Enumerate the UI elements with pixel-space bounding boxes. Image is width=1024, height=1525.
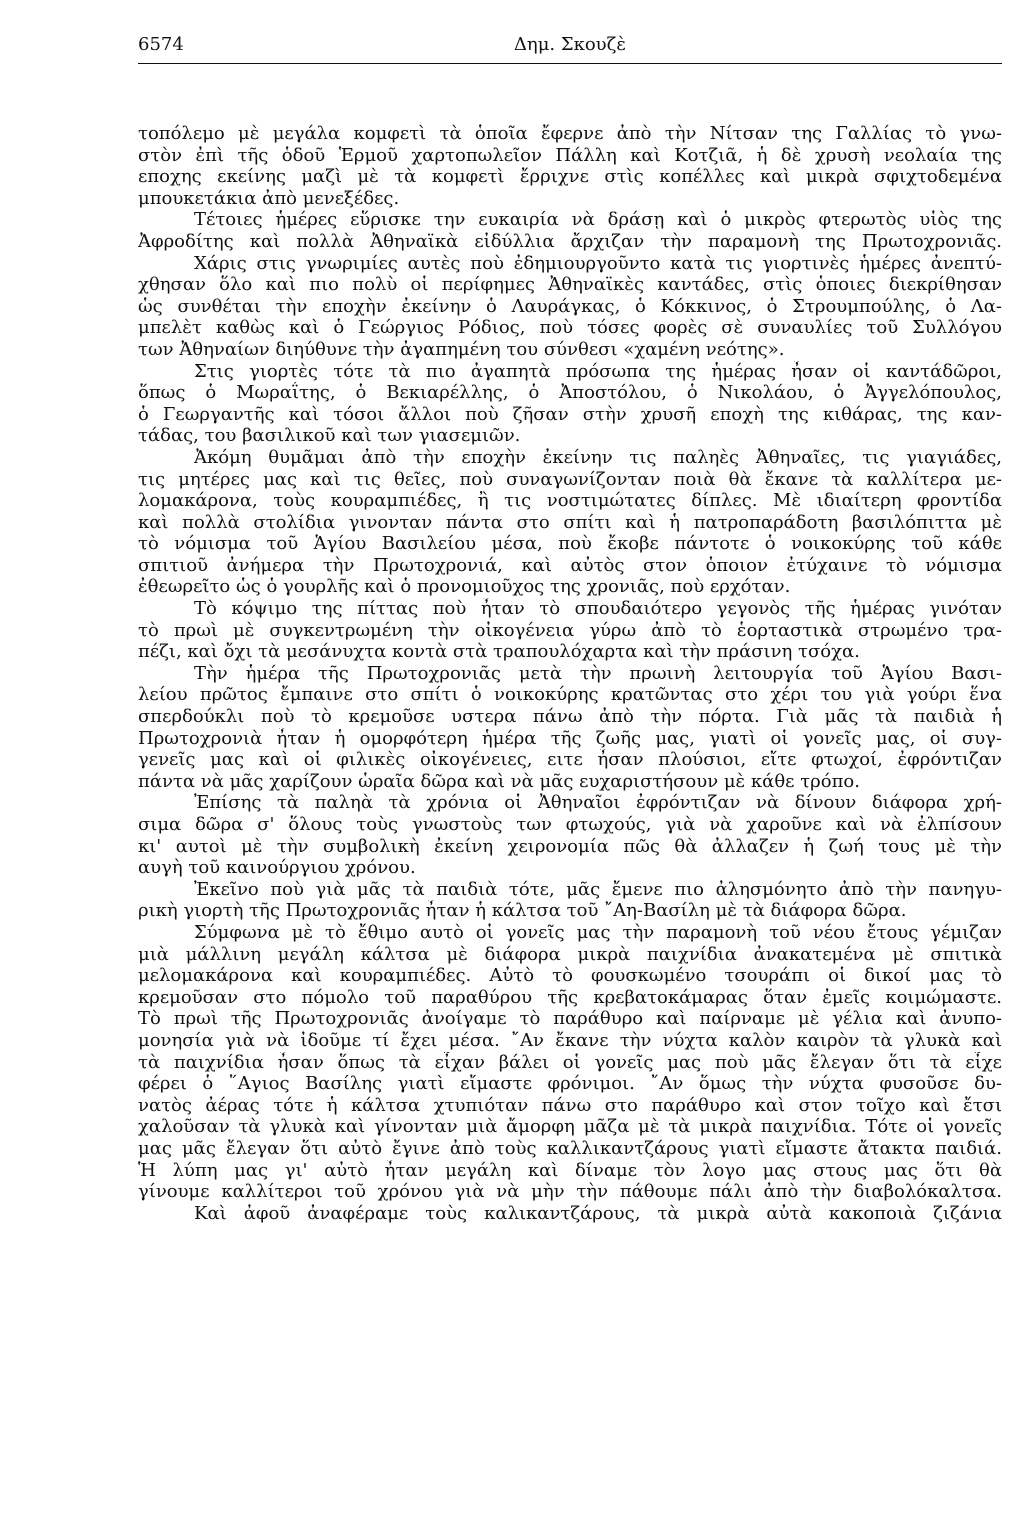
text-line: αυγὴ τοῦ καινούργιου χρόνου.: [138, 857, 416, 879]
text-line: σιμα δῶρα σ' ὅλους τοὺς γνωστοὺς των φτωχούς, γιὰ νὰ χαροῦνε καὶ νὰ ἐλπίσουν: [138, 814, 1002, 835]
text-line: Σύμφωνα μὲ τὸ ἔθιμο αυτὸ οἱ γονεῖς μας τὴν παραμονὴ τοῦ νέου ἔτους γέμιζαν: [194, 921, 1002, 943]
text-line: Ἡ λύπη μας γι' αὐτὸ ἦταν μεγάλη καὶ δίναμε τὸν λογο μας στους μας ὅτι θὰ: [138, 1159, 1002, 1181]
text-line: Καὶ ἀφοῦ ἀναφέραμε τοὺς καλικαντζάρους, τὰ μικρὰ αὐτὰ κακοποιὰ ζιζάνια: [194, 1202, 1002, 1224]
text-line: ἐθεωρεῖτο ὡς ὁ γουρλῆς καὶ ὁ προνομιοῦχος της χρονιᾶς, ποὺ ερχόταν.: [138, 576, 791, 598]
text-line: των Ἀθηναίων διηύθυνε τὴν ἀγαπημένη του σύνθεσι «χαμένη νεότης».: [138, 338, 785, 360]
text-line: Πρωτοχρονιὰ ἦταν ἡ ομορφότερη ἡμέρα τῆς ζωῆς μας, γιατὶ οἱ γονεῖς μας, οἱ συγ-: [138, 727, 1002, 749]
text-line: λομακάρονα, τοὺς κουραμπιέδες, ἢ τις νοστιμώτατες δίπλες. Μὲ ιδιαίτερη φροντίδα: [138, 490, 1002, 512]
text-line: Ἀφροδίτης καὶ πολλὰ Ἀθηναϊκὰ εἰδύλλια ἄρχιζαν τὴν παραμονὴ της Πρωτοχρονιᾶς.: [138, 230, 1002, 252]
text-line: ὡς συνθέται τὴν εποχὴν ἐκείνην ὁ Λαυράγκας, ὁ Κόκκινος, ὁ Στρουμπούλης, ὁ Λα-: [138, 295, 1002, 317]
text-line: πάντα νὰ μᾶς χαρίζουν ὡραῖα δῶρα καὶ νὰ μᾶς ευχαριστήσουν μὲ κάθε τρόπο.: [138, 770, 860, 792]
text-line: σπερδούκλι ποὺ τὸ κρεμοῦσε υστερα πάνω ἀπὸ τὴν πόρτα. Γιὰ μᾶς τὰ παιδιὰ ἡ: [138, 706, 1002, 728]
text-line: ρικὴ γιορτὴ τῆς Πρωτοχρονιᾶς ἦταν ἡ κάλτσα τοῦ ῎Αη-Βασίλη μὲ τὰ διάφορα δῶρα.: [138, 900, 907, 922]
text-line: Στις γιορτὲς τότε τὰ πιο ἀγαπητὰ πρόσωπα της ἡμέρας ἦσαν οἱ καντάδῶροι,: [194, 360, 1002, 382]
text-line: ὁ Γεωργαντῆς καὶ τόσοι ἄλλοι ποὺ ζῆσαν στὴν χρυσῆ εποχὴ της κιθάρας, της καν-: [138, 403, 1002, 425]
text-line: Χάρις στις γνωριμίες αυτὲς ποὺ ἐδημιουργοῦντο κατὰ τις γιορτινὲς ἡμέρες ἀνεπτύ-: [194, 252, 1002, 274]
page-number: 6574: [138, 34, 184, 55]
text-line: καὶ πολλὰ στολίδια γινονταν πάντα στο σπίτι καὶ ἡ πατροπαράδοτη βασιλόπιττα μὲ: [138, 511, 1002, 533]
text-line: τάδας, του βασιλικοῦ καὶ των γιασεμιῶν.: [138, 425, 521, 447]
text-line: Ἀκόμη θυμᾶμαι ἀπὸ τὴν εποχὴν ἐκείνην τις παληὲς Ἀθηναῖες, τις γιαγιάδες,: [194, 446, 1002, 468]
running-head: Δημ. Σκουζὲ: [513, 34, 627, 55]
text-line: Τὴν ἡμέρα τῆς Πρωτοχρονιᾶς μετὰ τὴν πρωινὴ λειτουργία τοῦ Ἁγίου Βασι-: [194, 662, 1002, 684]
text-line: τὰ παιχνίδια ἦσαν ὅπως τὰ εἶχαν βάλει οἱ γονεῖς μας ποὺ μᾶς ἔλεγαν ὅτι τὰ εἶχε: [138, 1051, 1002, 1073]
text-line: κρεμοῦσαν στο πόμολο τοῦ παραθύρου τῆς κρεβατοκάμαρας ὅταν ἐμεῖς κοιμώμαστε.: [138, 986, 1002, 1008]
text-line: λείου πρῶτος ἔμπαινε στο σπίτι ὁ νοικοκύρης κρατῶντας στο χέρι του γιὰ γούρι ἕνα: [138, 684, 1002, 706]
text-line: μπουκετάκια ἀπὸ μενεξέδες.: [138, 187, 400, 209]
text-line: χαλοῦσαν τὰ γλυκὰ καὶ γίνονταν μιὰ ἄμορφη μᾶζα μὲ τὰ μικρὰ παιχνίδια. Τότε οἱ γονεῖς: [138, 1116, 1002, 1138]
text-line: εποχης εκείνης μαζὶ μὲ τὰ κομφετὶ ἔρριχνε στὶς κοπέλλες καὶ μικρὰ σφιχτοδεμένα: [138, 166, 1002, 188]
text-line: γίνουμε καλλίτεροι τοῦ χρόνου γιὰ νὰ μὴν τὴν πάθουμε πάλι ἀπὸ τὴν διαβολόκαλτσα.: [138, 1181, 1002, 1203]
text-line: κι' αυτοὶ μὲ τὴν συμβολικὴ ἐκείνη χειρονομία πῶς θὰ ἀλλαζεν ἡ ζωή τους μὲ τὴν: [138, 835, 1002, 857]
text-line: μιὰ μάλλινη μεγάλη κάλτσα μὲ διάφορα μικρὰ παιχνίδια ἀνακατεμένα μὲ σπιτικὰ: [138, 943, 1002, 965]
text-line: τὸ νόμισμα τοῦ Ἁγίου Βασιλείου μέσα, ποὺ ἔκοβε πάντοτε ὁ νοικοκύρης τοῦ κάθε: [138, 533, 1002, 555]
text-line: ὅπως ὁ Μωραΐτης, ὁ Βεκιαρέλλης, ὁ Ἀποστόλου, ὁ Νικολάου, ὁ Ἀγγελόπουλος,: [138, 382, 1002, 404]
text-line: σπιτιοῦ ἀνήμερα τὴν Πρωτοχρονιά, καὶ αὐτὸς στον ὁποιον ἐτύχαινε τὸ νόμισμα: [138, 554, 1002, 576]
page-header: [138, 33, 1002, 63]
text-line: Τὸ πρωὶ τῆς Πρωτοχρονιᾶς ἀνοίγαμε τὸ παράθυρο καὶ παίρναμε μὲ γέλια καὶ ἀνυπο-: [138, 1008, 1002, 1030]
text-line: Τέτοιες ἡμέρες εὕρισκε την ευκαιρία νὰ δράσῃ καὶ ὁ μικρὸς φτερωτὸς υἱὸς της: [194, 209, 1002, 231]
text-line: πέζι, καὶ ὄχι τὰ μεσάνυχτα κοντὰ στὰ τραπουλόχαρτα καὶ τὴν πράσινη τσόχα.: [138, 641, 860, 663]
header-rule: [138, 63, 1002, 64]
text-line: Ἐκεῖνο ποὺ γιὰ μᾶς τὰ παιδιὰ τότε, μᾶς ἔμενε πιο ἀλησμόνητο ἀπὸ τὴν πανηγυ-: [194, 878, 1002, 900]
text-line: στὸν ἐπὶ τῆς ὁδοῦ Ἑρμοῦ χαρτοπωλεῖον Πάλλη καὶ Κοτζιᾶ, ἡ δὲ χρυσὴ νεολαία της: [138, 144, 1002, 166]
text-line: φέρει ὁ ῞Αγιος Βασίλης γιατὶ εἴμαστε φρόνιμοι. ῎Αν ὅμως τὴν νύχτα φυσοῦσε δυ-: [138, 1073, 1002, 1095]
text-line: μονησία γιὰ νὰ ἰδοῦμε τί ἔχει μέσα. ῎Αν ἔκανε τὴν νύχτα καλὸν καιρὸν τὰ γλυκὰ καὶ: [138, 1029, 1002, 1051]
text-line: Ἐπίσης τὰ παληὰ τὰ χρόνια οἱ Ἀθηναῖοι ἐφρόντιζαν νὰ δίνουν διάφορα χρή-: [194, 792, 1002, 814]
text-line: μελομακάρονα καὶ κουραμπιέδες. Αὐτὸ τὸ φουσκωμένο τσουράπι οἱ δικοί μας τὸ: [138, 965, 1002, 987]
text-line: τὸ πρωὶ μὲ συγκεντρωμένη τὴν οἰκογένεια γύρω ἀπὸ τὸ ἑορταστικὰ στρωμένο τρα-: [138, 619, 1002, 641]
text-line: Τὸ κόψιμο της πίττας ποὺ ἦταν τὸ σπουδαιότερο γεγονὸς τῆς ἡμέρας γινόταν: [194, 598, 1002, 620]
text-line: χθησαν ὅλο καὶ πιο πολὺ οἱ περίφημες Ἀθηναϊκὲς καντάδες, στὶς ὁποιες διεκρίθησαν: [138, 274, 1002, 296]
text-line: μας μᾶς ἔλεγαν ὅτι αὐτὸ ἔγινε ἀπὸ τοὺς καλλικαντζάρους γιατὶ εἴμαστε ἄτακτα παιδιά.: [138, 1137, 1002, 1159]
text-line: μπελὲτ καθὼς καὶ ὁ Γεώργιος Ρόδιος, ποὺ τόσες φορὲς σὲ συναυλίες τοῦ Συλλόγου: [138, 317, 1002, 339]
text-line: τοπόλεμο μὲ μεγάλα κομφετὶ τὰ ὁποῖα ἔφερνε ἀπὸ τὴν Νίτσαν της Γαλλίας τὸ γνω-: [138, 123, 1002, 144]
text-line: γενεῖς μας καὶ οἱ φιλικὲς οἰκογένειες, ειτε ἦσαν πλούσιοι, εἴτε φτωχοί, ἐφρόντιζαν: [138, 749, 1002, 771]
text-line: τις μητέρες μας καὶ τις θεῖες, ποὺ συναγωνίζονταν ποιὰ θὰ ἔκανε τὰ καλλίτερα με-: [138, 468, 1002, 490]
body-text: [138, 123, 1002, 1224]
text-line: νατὸς ἀέρας τότε ἡ κάλτσα χτυπιόταν πάνω στο παράθυρο καὶ στον τοῖχο καὶ ἔτσι: [138, 1094, 1002, 1116]
